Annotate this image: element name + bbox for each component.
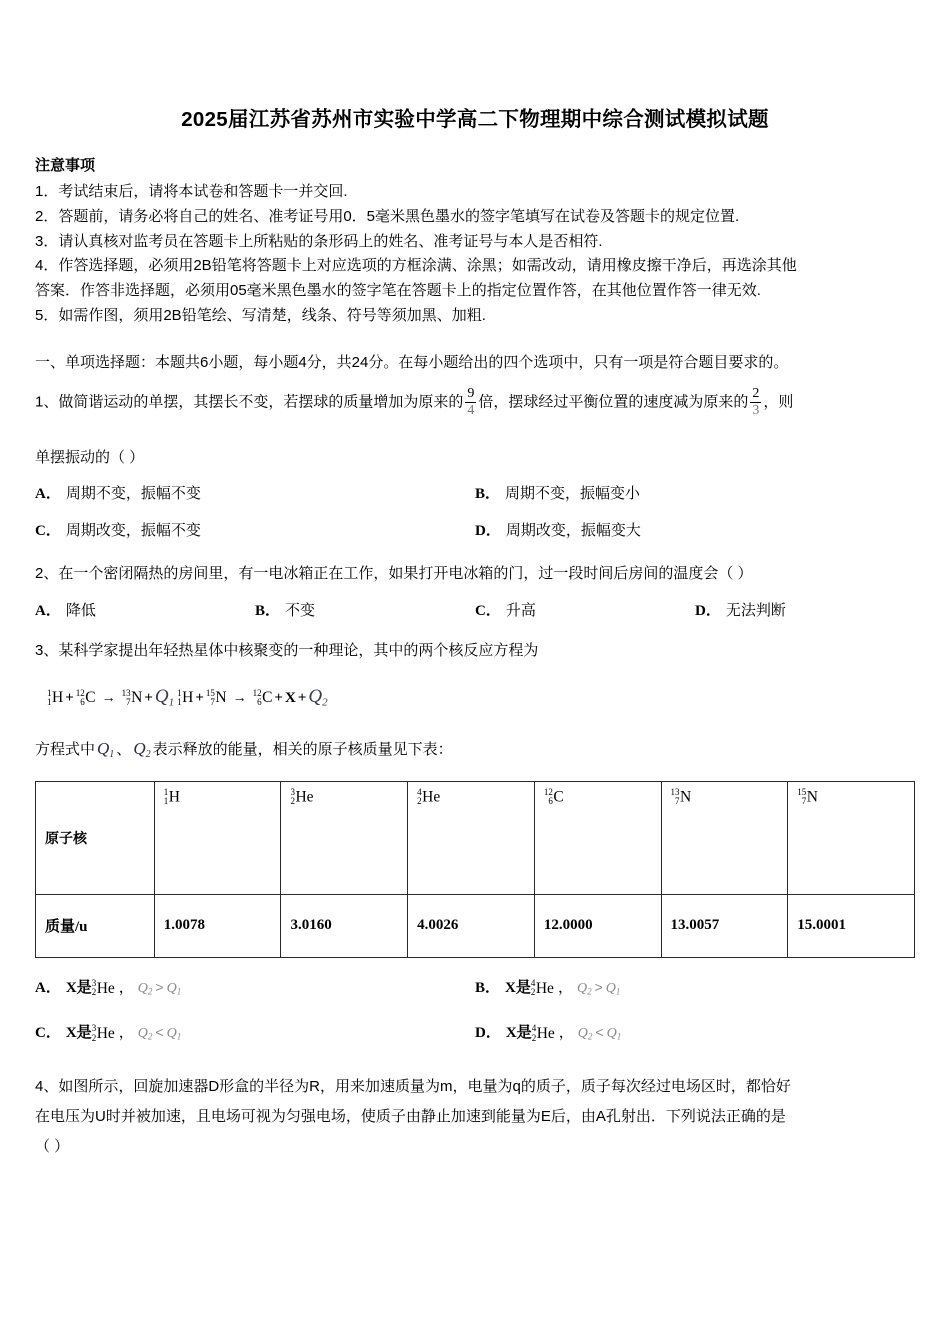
- section-header: 一、单项选择题：本题共6小题，每小题4分，共24分。在每小题给出的四个选项中，只有一项是符合题目要求的。: [35, 353, 789, 371]
- arrow-icon: →: [101, 690, 116, 706]
- symbol-q2-inline: Q2: [133, 738, 151, 760]
- question-3-options-row-1: [35, 974, 915, 1003]
- question-1-number: 1、: [35, 392, 59, 410]
- table-cell-mass: 4.0026: [408, 894, 535, 957]
- plus-sign: +: [195, 689, 204, 706]
- question-1-text-part3: ，则: [763, 392, 794, 410]
- option-c-text: 升高: [505, 602, 536, 620]
- option-d-text: 无法判断: [725, 602, 786, 620]
- nuclide-mass-table: [35, 781, 915, 958]
- option-d-label: D．: [475, 1025, 501, 1042]
- nuclide-h1: 1 1 H: [47, 687, 64, 708]
- table-cell-mass: 12.0000: [534, 894, 661, 957]
- notice-item: 5．如需作图，须用2B铅笔绘、写清楚，线条、符号等须加黑、加粗.: [35, 306, 486, 324]
- table-row-label-nucleus: 原子核: [36, 781, 155, 894]
- comma: ，: [558, 1024, 574, 1042]
- option-c-label: C．: [475, 603, 501, 620]
- table-row-nuclides: [36, 781, 915, 894]
- nuclide-c12-second: 12 6 C: [252, 687, 273, 708]
- notice-item: 4．作答选择题，必须用2B铅笔将答题卡上对应选项的方框涂满、涂黑；如需改动，请用橡皮擦干净后，再选涂其他: [35, 257, 797, 275]
- option-a[interactable]: [35, 480, 475, 509]
- option-c-prefix: X是: [65, 1025, 92, 1042]
- page-title: 2025届江苏省苏州市实验中学高二下物理期中综合测试模拟试题: [181, 108, 769, 131]
- question-4-line1: 4、如图所示，回旋加速器D形盒的半径为R，用来加速质量为m，电量为q的质子，质子每次经过电场区时，都恰好: [35, 1078, 791, 1096]
- symbol-q1: Q1: [154, 685, 175, 708]
- plus-sign: +: [65, 689, 74, 706]
- symbol-q2: Q2: [308, 685, 328, 708]
- nuclide-c12: 12 6 C: [75, 687, 96, 708]
- option-b-label: B．: [475, 486, 501, 503]
- option-a[interactable]: [35, 974, 475, 1003]
- option-a-text: 降低: [65, 602, 96, 620]
- nuclide-h1-second: 1 1 H: [177, 687, 194, 708]
- table-row-masses: [36, 894, 915, 957]
- nuclide-n15: 15 7 N: [205, 687, 227, 708]
- symbol-q1-inline: Q1: [97, 738, 115, 760]
- option-b[interactable]: [255, 597, 475, 626]
- notice-item: 3．请认真核对监考员在答题卡上所粘贴的条形码上的姓名、准考证号与本人是否相符.: [35, 232, 603, 250]
- table-cell-mass: 1.0078: [154, 894, 281, 957]
- option-b-label: B．: [255, 603, 281, 620]
- separator: 、: [116, 740, 132, 758]
- comma: ，: [557, 978, 573, 996]
- nuclide-he4: 4 2 He: [531, 1023, 555, 1043]
- relation-operator: >: [594, 978, 603, 995]
- notice-heading: 注意事项: [35, 156, 96, 174]
- table-cell-mass: 3.0160: [281, 894, 408, 957]
- relation-q1: Q1: [605, 980, 621, 997]
- table-row-label-mass: 质量/u: [36, 894, 155, 957]
- notice-item: 1．考试结束后，请将本试卷和答题卡一并交回.: [35, 183, 348, 201]
- question-1-options-row-2: [35, 517, 915, 546]
- relation-q1: Q1: [166, 1026, 182, 1042]
- relation-q2: Q2: [577, 1026, 593, 1042]
- relation-operator: <: [595, 1024, 604, 1041]
- option-a[interactable]: [35, 597, 255, 626]
- table-cell-nuclide: 15 7 N: [788, 781, 915, 894]
- relation-q2: Q2: [137, 980, 153, 997]
- question-1-text-part2: 倍，摆球经过平衡位置的速度减为原来的: [478, 392, 749, 410]
- option-c[interactable]: [475, 597, 695, 626]
- option-a-label: A．: [35, 486, 61, 503]
- table-cell-mass: 15.0001: [788, 894, 915, 957]
- option-a-label: A．: [35, 603, 61, 620]
- option-c[interactable]: [35, 517, 475, 546]
- nuclide-he4: 4 2 He: [530, 977, 554, 998]
- option-b-text: 不变: [285, 602, 316, 620]
- nuclide-he3: 3 2 He: [91, 1023, 115, 1043]
- relation-operator: <: [155, 1024, 164, 1041]
- option-a-prefix: X是: [65, 979, 92, 996]
- symbol-x: X: [284, 689, 296, 706]
- comma: ，: [118, 1024, 134, 1042]
- plus-sign: +: [274, 689, 283, 706]
- option-c[interactable]: [35, 1019, 475, 1048]
- question-4-line2: 在电压为U时并被加速，且电场可视为匀强电场，使质子由静止加速到能量为E后，由A孔射出．下列说法正确的是: [35, 1108, 786, 1126]
- option-d-prefix: X是: [505, 1025, 532, 1042]
- plus-sign: +: [144, 689, 153, 706]
- option-d[interactable]: [475, 517, 915, 546]
- table-cell-nuclide: 3 2 He: [281, 781, 408, 894]
- nuclide-he3: 3 2 He: [91, 977, 115, 998]
- question-3-stem: 3、某科学家提出年轻热星体中核聚变的一种理论，其中的两个核反应方程为: [35, 641, 539, 659]
- option-b[interactable]: [475, 480, 915, 509]
- relation-q2: Q2: [137, 1026, 153, 1042]
- relation-q2: Q2: [576, 980, 592, 997]
- fraction-two-thirds: $\frac{2}{3}$: [752, 385, 760, 418]
- option-d[interactable]: [695, 597, 915, 626]
- question-3-options-row-2: [35, 1019, 915, 1048]
- relation-operator: >: [155, 978, 164, 995]
- option-a-text: 周期不变，振幅不变: [65, 485, 201, 503]
- table-cell-nuclide: 4 2 He: [408, 781, 535, 894]
- arrow-icon: →: [232, 690, 247, 706]
- table-cell-mass: 13.0057: [661, 894, 788, 957]
- table-cell-nuclide: 1 1 H: [154, 781, 281, 894]
- option-c-label: C．: [35, 522, 61, 539]
- question-2-stem: 2、在一个密闭隔热的房间里，有一电冰箱正在工作，如果打开电冰箱的门，过一段时间后房间的温度会（ ）: [35, 565, 753, 583]
- table-cell-nuclide: 13 7 N: [661, 781, 788, 894]
- option-b-label: B．: [475, 979, 501, 996]
- explanation-text-b: 表示释放的能量，相关的原子核质量见下表：: [152, 740, 453, 758]
- question-1-text-part1: 做简谐运动的单摆，其摆长不变，若摆球的质量增加为原来的: [58, 392, 464, 410]
- table-cell-nuclide: 12 6 C: [534, 781, 661, 894]
- option-b[interactable]: [475, 974, 915, 1003]
- comma: ，: [118, 978, 134, 996]
- explanation-text-a: 方程式中: [35, 740, 96, 758]
- option-d-label: D．: [475, 522, 501, 539]
- option-d-label: D．: [695, 603, 721, 620]
- option-c-label: C．: [35, 1025, 61, 1042]
- notice-item: 答案．作答非选择题，必须用05毫米黑色墨水的签字笔在答题卡上的指定位置作答，在其他位置作答一律无效.: [35, 282, 761, 300]
- question-1-stem: [35, 387, 915, 418]
- nuclide-n13: 13 7 N: [121, 687, 143, 708]
- fraction-nine-fourths: $\frac{9}{4}$: [467, 385, 475, 418]
- nuclear-reaction-equation: [47, 682, 915, 712]
- option-b-text: 周期不变，振幅变小: [505, 485, 641, 503]
- option-d-text: 周期改变，振幅变大: [505, 521, 641, 539]
- question-1-stem-line2: 单摆振动的（ ）: [35, 448, 145, 466]
- relation-q1: Q1: [606, 1026, 622, 1042]
- plus-sign: +: [297, 689, 307, 706]
- question-1-options-row-1: [35, 480, 915, 509]
- notice-item: 2．答题前，请务必将自己的姓名、准考证号用0．5毫米黑色墨水的签字笔填写在试卷及答题卡的规定位置.: [35, 207, 740, 225]
- question-2-options-row: [35, 597, 915, 626]
- option-a-label: A．: [35, 979, 61, 996]
- relation-q1: Q1: [166, 980, 182, 997]
- question-4-line3: （ ）: [35, 1138, 70, 1156]
- option-b-prefix: X是: [505, 979, 531, 996]
- option-c-text: 周期改变，振幅不变: [65, 521, 201, 539]
- question-3-explanation: [35, 734, 915, 765]
- option-d[interactable]: [475, 1019, 915, 1048]
- notice-section: [35, 155, 915, 329]
